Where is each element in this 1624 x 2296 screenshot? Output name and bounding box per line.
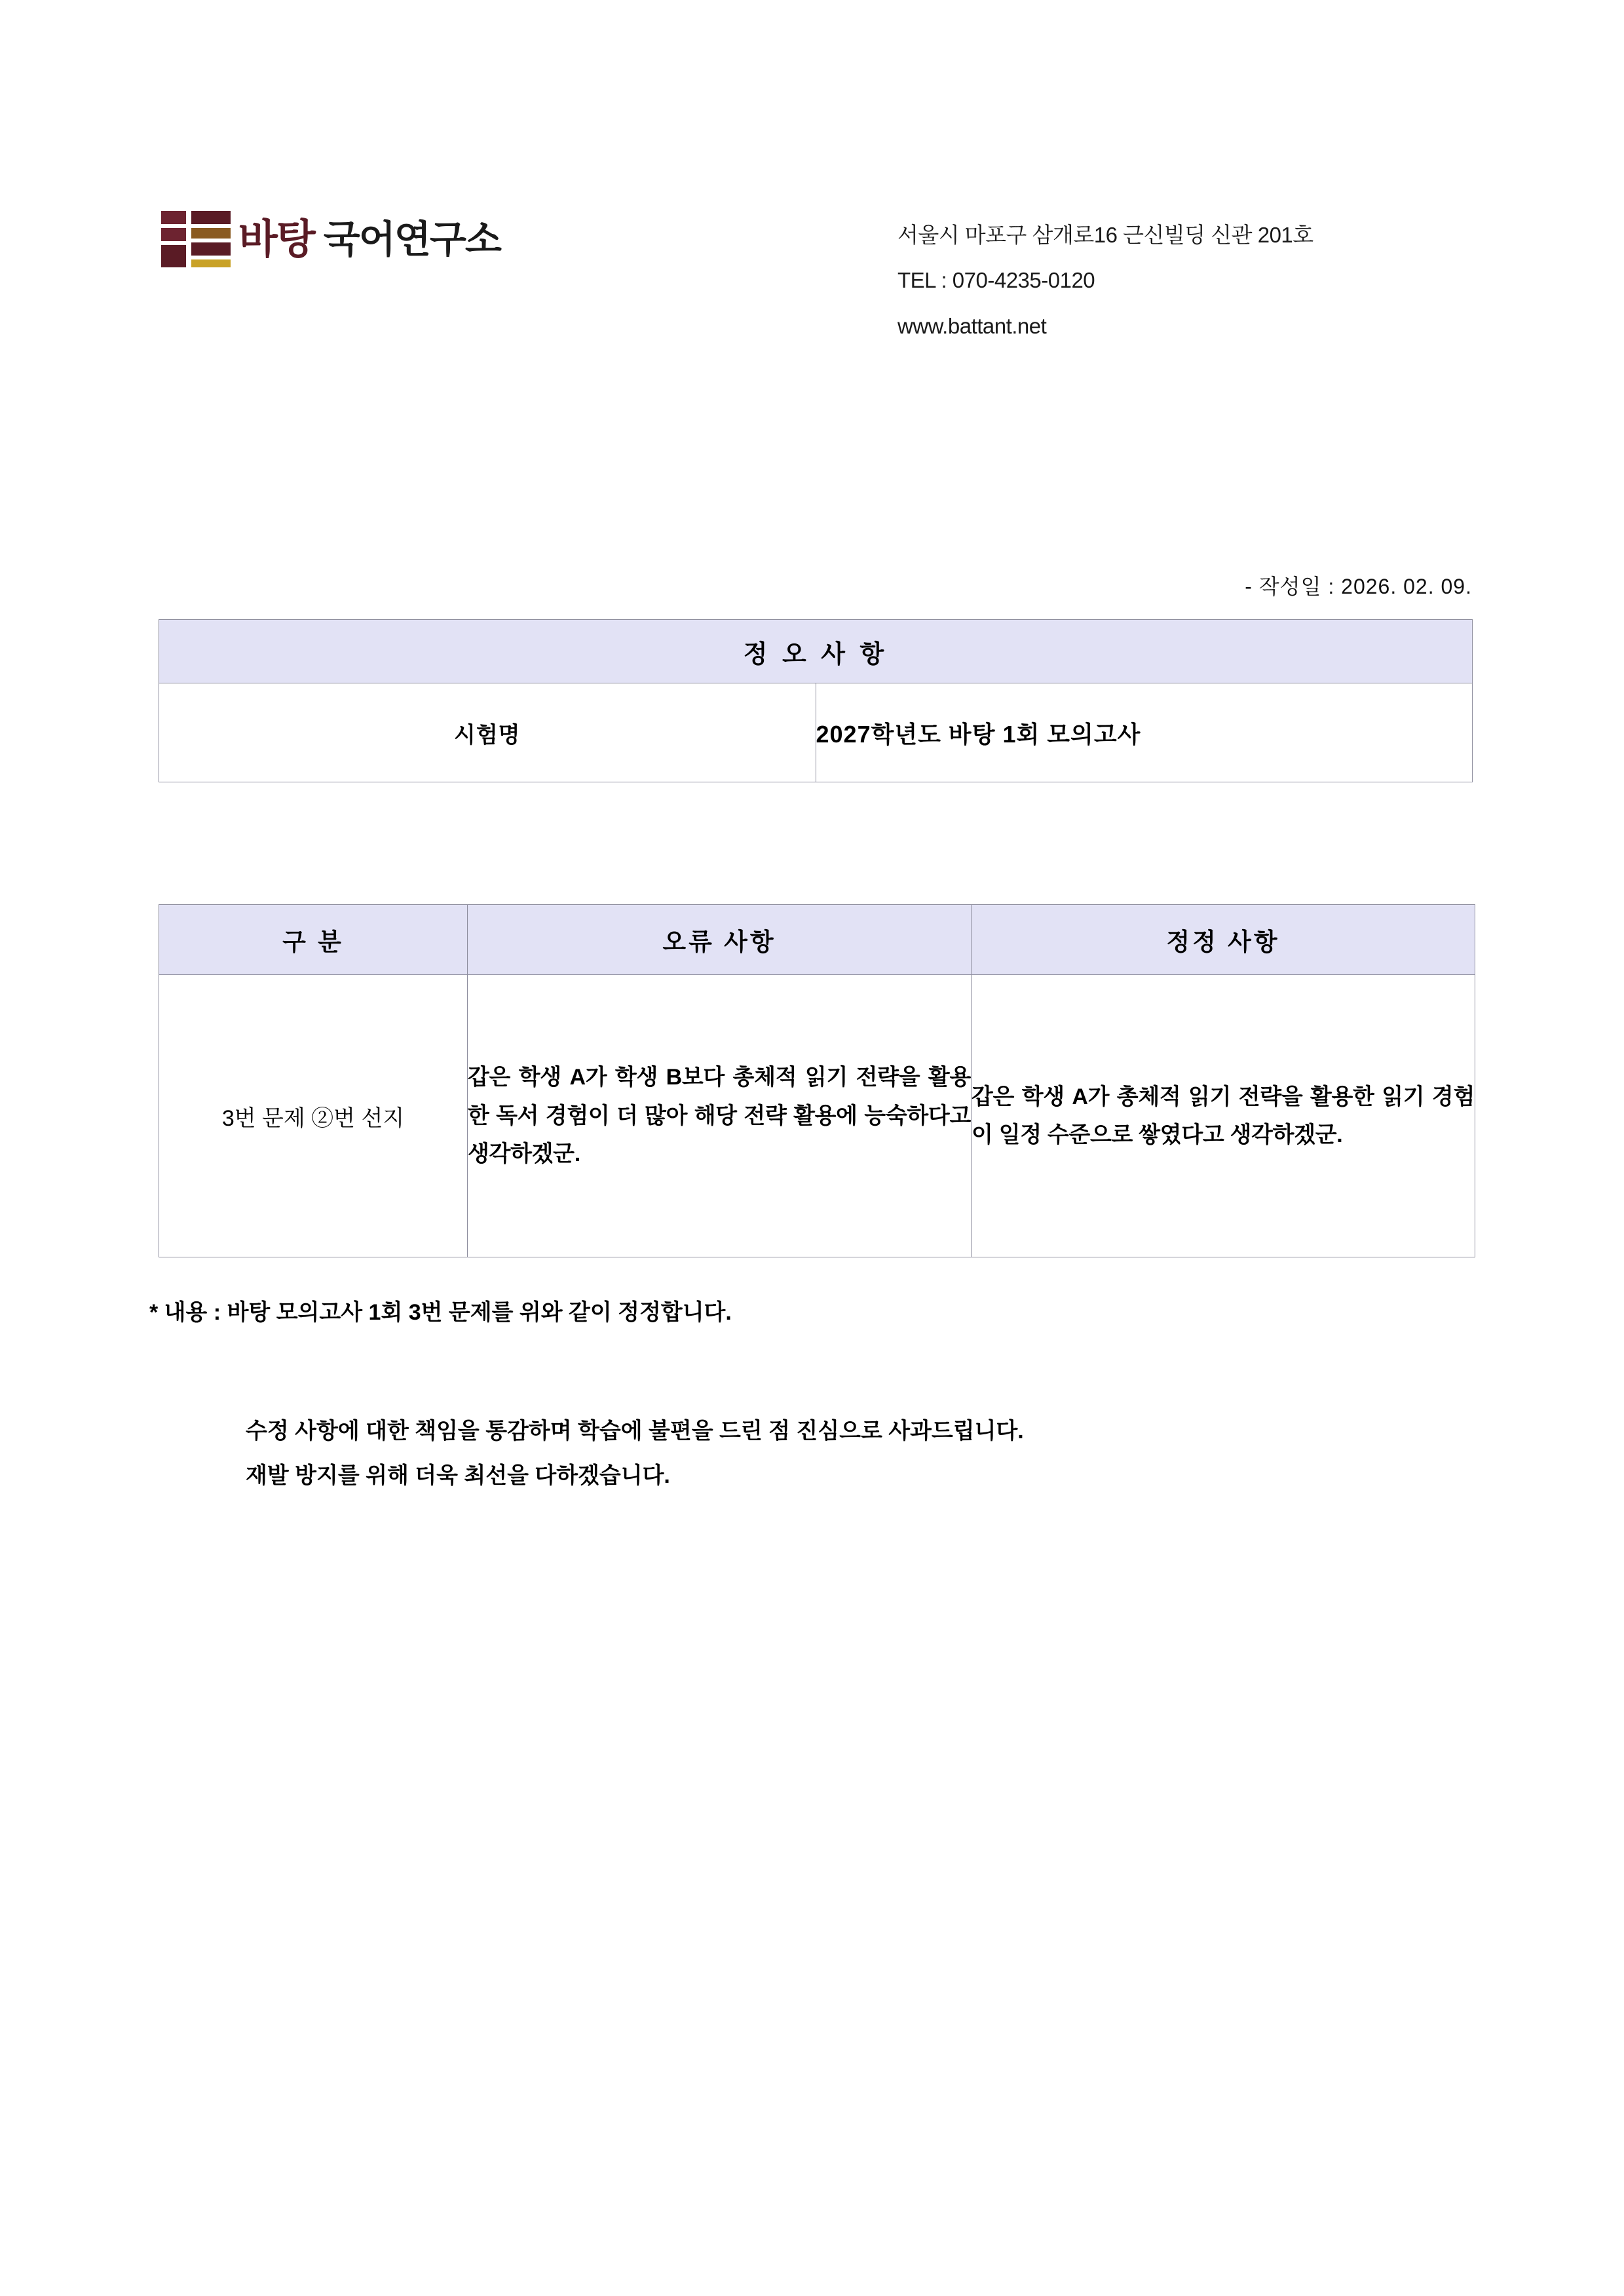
table-row [159, 683, 1473, 782]
column-header-error: 오류 사항 [468, 905, 972, 975]
errata-table [159, 904, 1475, 1257]
created-date: - 작성일 : 2026. 02. 09. [1245, 575, 1472, 598]
title-table [159, 619, 1473, 782]
logo-org-name: 국어연구소 [323, 218, 500, 261]
logo-brand-text: 바탕 [238, 217, 314, 262]
column-header-correction: 정정 사항 [972, 905, 1475, 975]
apology-line-2: 재발 방지를 위해 더욱 최선을 다하겠습니다. [246, 1463, 670, 1488]
errata-note: * 내용 : 바탕 모의고사 1회 3번 문제를 위와 같이 정정합니다. [149, 1300, 732, 1325]
company-website: www.battant.net [897, 313, 1047, 338]
logo-block [157, 210, 500, 270]
document-header [157, 197, 1473, 360]
table-row [159, 975, 1475, 1257]
cell-division: 3번 문제 ②번 선지 [159, 975, 468, 1257]
company-address: 서울시 마포구 삼개로16 근신빌딩 신관 201호 [897, 223, 1313, 247]
column-header-division: 구 분 [159, 905, 468, 975]
table-header-row [159, 905, 1475, 975]
exam-name-value: 2027학년도 바탕 1회 모의고사 [816, 683, 1473, 782]
table-row [159, 620, 1473, 683]
cell-correction-text: 갑은 학생 A가 총체적 읽기 전략을 활용한 읽기 경험이 일정 수준으로 쌓였다고 생각하겠군. [972, 975, 1475, 1257]
company-tel: TEL : 070-4235-0120 [897, 268, 1095, 293]
apology-block [246, 1409, 1024, 1498]
exam-name-label: 시험명 [159, 683, 816, 782]
errata-heading: 정 오 사 항 [159, 620, 1473, 683]
company-contact-info [897, 212, 1313, 349]
apology-line-1: 수정 사항에 대한 책임을 통감하며 학습에 불편을 드린 점 진심으로 사과드립니다. [246, 1419, 1024, 1444]
cell-error-text: 갑은 학생 A가 학생 B보다 총체적 읽기 전략을 활용한 독서 경험이 더 많아 해당 전략 활용에 능숙하다고 생각하겠군. [468, 975, 972, 1257]
batang-logo-icon [157, 210, 235, 270]
